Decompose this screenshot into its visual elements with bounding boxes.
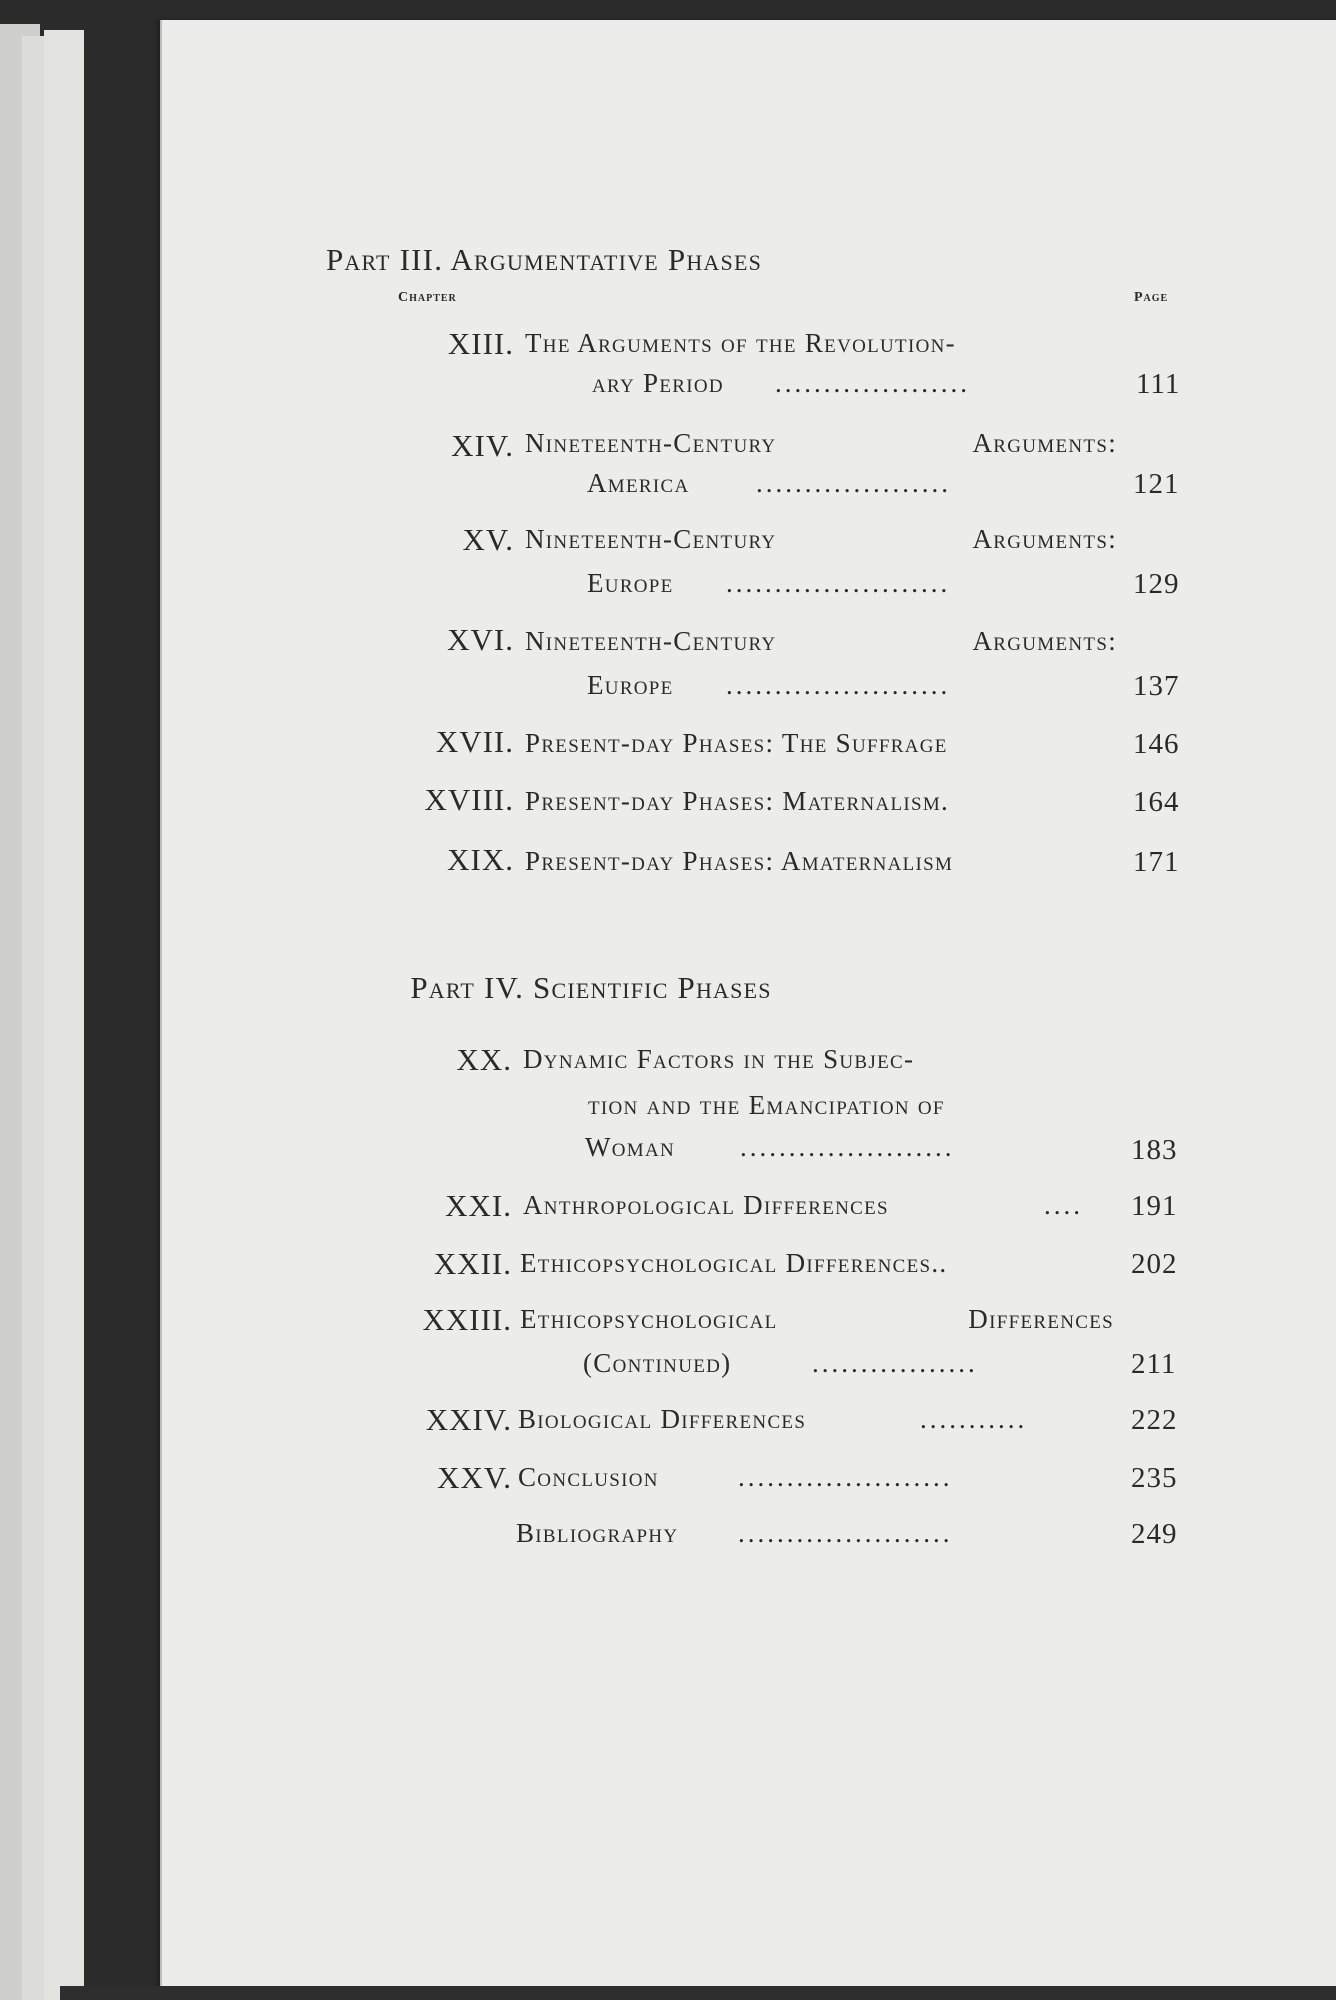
chapter-title-continued: Europe <box>587 568 674 598</box>
page-number: 146 <box>1133 728 1180 760</box>
dot-leader: ........... <box>920 1404 1028 1434</box>
chapter-title: Anthropological Differences <box>523 1190 889 1220</box>
chapter-title-part: Differences <box>968 1304 1114 1334</box>
chapter-title: The Arguments of the Revolution- <box>525 328 956 358</box>
chapter-title-part: Ethicopsychological <box>520 1304 778 1334</box>
chapter-title-continued: America <box>587 468 690 498</box>
chapter-number: XIX. <box>447 842 514 877</box>
chapter-title: Conclusion <box>518 1462 659 1492</box>
chapter-title: Ethicopsychological Differences.. <box>520 1248 948 1278</box>
page-number: 121 <box>1133 468 1180 500</box>
chapter-title: Biological Differences <box>518 1404 807 1434</box>
chapter-title-continued: (Continued) <box>583 1348 732 1378</box>
chapter-title <box>525 626 1117 657</box>
chapter-title-part: Arguments: <box>972 626 1117 656</box>
chapter-title: Present-day Phases: Maternalism. <box>525 786 950 816</box>
chapter-title <box>520 1304 1114 1335</box>
chapter-number: XXI. <box>445 1188 512 1223</box>
dot-leader: .................... <box>775 368 970 398</box>
chapter-number: XVI. <box>447 622 514 657</box>
dot-leader: ...................... <box>740 1132 955 1162</box>
chapter-title-continued: tion and the Emancipation of <box>588 1090 945 1120</box>
chapter-title: Dynamic Factors in the Subjec- <box>523 1044 915 1074</box>
chapter-title-part: Arguments: <box>972 524 1117 554</box>
dot-leader: ....................... <box>726 670 951 700</box>
bibliography-title: Bibliography <box>516 1518 679 1548</box>
page-number: 164 <box>1133 786 1180 818</box>
chapter-title-part: Arguments: <box>972 428 1117 458</box>
chapter-title: Present-day Phases: The Suffrage <box>525 728 948 758</box>
page-column-label: Page <box>1134 290 1169 305</box>
page-number: 235 <box>1131 1462 1178 1494</box>
chapter-title-continued: ary Period <box>592 368 724 398</box>
chapter-title-part: Nineteenth-Century <box>525 626 777 656</box>
dot-leader: ...................... <box>738 1518 953 1548</box>
chapter-number: XVII. <box>435 724 514 759</box>
chapter-title <box>525 524 1117 555</box>
dot-leader: ...................... <box>738 1462 953 1492</box>
chapter-number: XVIII. <box>424 782 514 817</box>
dot-leader: ....................... <box>726 568 951 598</box>
page-number: 222 <box>1131 1404 1178 1436</box>
page-number: 183 <box>1131 1134 1178 1166</box>
chapter-title: Present-day Phases: Amaternalism <box>525 846 954 876</box>
chapter-number: XX. <box>456 1042 512 1077</box>
page-number: 111 <box>1136 368 1181 400</box>
part-heading: Part IV. Scientific Phases <box>410 970 772 1005</box>
page-number: 171 <box>1133 846 1180 878</box>
chapter-number: XV. <box>462 522 514 557</box>
chapter-number: XXV. <box>437 1460 512 1495</box>
chapter-title-continued: Europe <box>587 670 674 700</box>
chapter-title-part: Nineteenth-Century <box>525 428 777 458</box>
dot-leader: .................... <box>756 468 951 498</box>
page-number: 211 <box>1131 1348 1177 1380</box>
page-number: 202 <box>1131 1248 1178 1280</box>
page-number: 137 <box>1133 670 1180 702</box>
chapter-title <box>525 428 1117 459</box>
page-number: 249 <box>1131 1518 1178 1550</box>
chapter-number: XIII. <box>447 326 514 361</box>
chapter-number: XXIV. <box>425 1402 512 1437</box>
page-number: 191 <box>1131 1190 1178 1222</box>
page-number: 129 <box>1133 568 1180 600</box>
chapter-number: XXIII. <box>422 1302 512 1337</box>
part-heading: Part III. Argumentative Phases <box>325 242 763 277</box>
dot-leader: .... <box>1044 1190 1083 1220</box>
dot-leader: ................. <box>812 1348 978 1378</box>
chapter-title-part: Nineteenth-Century <box>525 524 777 554</box>
chapter-title-continued: Woman <box>585 1132 676 1162</box>
chapter-number: XIV. <box>451 428 514 463</box>
chapter-column-label: Chapter <box>398 290 457 305</box>
chapter-number: XXII. <box>433 1246 512 1281</box>
